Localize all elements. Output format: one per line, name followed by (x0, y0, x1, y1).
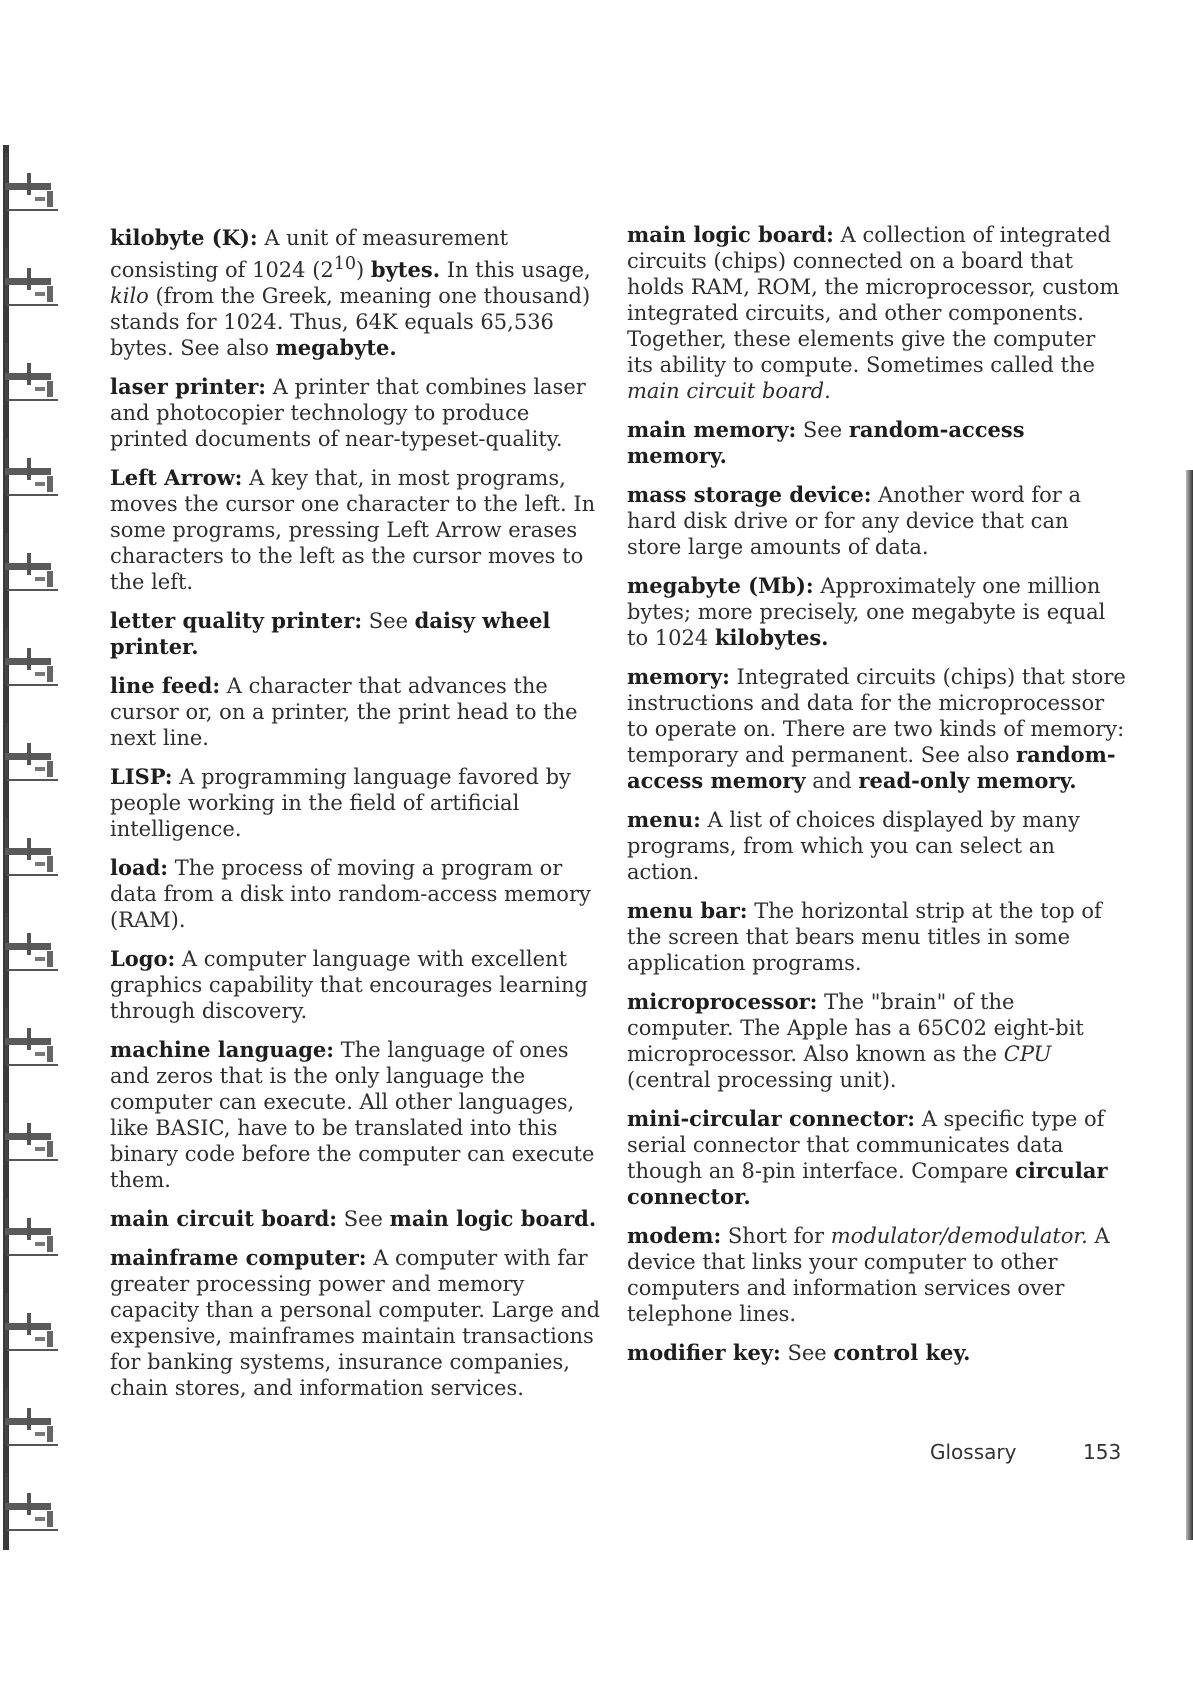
entry-text: A unit of measurement consisting of 1024 (2 (110, 226, 509, 282)
entry-term: menu: (627, 807, 701, 832)
entry-italic: CPU (1003, 1042, 1052, 1066)
entry-text: A device that links your computer to other computers and information services over telephone lines. (627, 1224, 1110, 1326)
entry-cross-reference: control key. (833, 1340, 971, 1365)
entry-cross-reference: random-access memory. (627, 417, 1025, 468)
entry-megabyte (627, 573, 1127, 651)
entry-main-logic-board (627, 222, 1127, 404)
entry-term: mini-circular connector: (627, 1106, 916, 1131)
glossary-column-left (110, 225, 610, 1414)
page-edge-shadow (1186, 470, 1193, 1540)
entry-text: See (780, 1341, 834, 1365)
entry-modem (627, 1223, 1127, 1327)
entry-term: megabyte (Mb): (627, 573, 814, 598)
entry-text: The horizontal strip at the top of the screen that bears menu titles in some application programs. (627, 899, 1102, 975)
entry-text: and (805, 769, 859, 793)
entry-text: A list of choices displayed by many programs, from which you can select an action. (627, 808, 1080, 884)
entry-text: A specific type of serial connector that communicates data though an 8-pin interface. Compare (627, 1107, 1105, 1183)
entry-mass-storage-device (627, 482, 1127, 560)
entry-mainframe-computer (110, 1245, 610, 1401)
entry-cross-reference: megabyte. (275, 335, 397, 360)
entry-term: mainframe computer: (110, 1245, 367, 1270)
entry-term: main logic board: (627, 222, 834, 247)
binding-coil (5, 620, 57, 690)
entry-term: machine language: (110, 1037, 335, 1062)
entry-text: ) (356, 258, 371, 282)
entry-term: laser printer: (110, 374, 267, 399)
entry-main-circuit-board (110, 1206, 610, 1232)
entry-term: Logo: (110, 946, 176, 971)
binding-coil (5, 1190, 57, 1260)
entry-line-feed (110, 673, 610, 751)
entry-text: (from the Greek, meaning one thousand) stands for 1024. Thus, 64K equals 65,536 bytes. See also (110, 284, 591, 360)
entry-text: A collection of integrated circuits (chips) connected on a board that holds RAM, ROM, the microprocessor, custom integrated circuits, and other components. Together, these elements give the computer its ability to compute. Sometimes called the (627, 223, 1120, 377)
entry-italic: kilo (110, 284, 149, 308)
entry-mini-circular-connector (627, 1106, 1127, 1210)
binding-coil (5, 430, 57, 500)
entry-superscript: 10 (333, 254, 357, 274)
entry-text: (central processing unit). (627, 1068, 897, 1092)
entry-italic: main circuit board. (627, 379, 831, 403)
entry-kilobyte (110, 225, 610, 361)
binding-coil (5, 335, 57, 405)
entry-text: The language of ones and zeros that is the only language the computer can execute. All other languages, like BASIC, have to be translated into this binary code before the computer can execute them. (110, 1038, 595, 1192)
entry-cross-reference: daisy wheel printer. (110, 608, 551, 659)
entry-term: letter quality printer: (110, 608, 363, 633)
binding-coil (5, 715, 57, 785)
entry-menu (627, 807, 1127, 885)
entry-main-memory (627, 417, 1127, 469)
glossary-column-right (627, 222, 1127, 1379)
binding-coil (5, 905, 57, 975)
binding-coil (5, 1465, 57, 1535)
entry-menu-bar (627, 898, 1127, 976)
entry-microprocessor (627, 989, 1127, 1093)
binding-coil (5, 1380, 57, 1450)
footer-section-label: Glossary (930, 1440, 1017, 1464)
entry-text: See (337, 1207, 390, 1231)
entry-text: A printer that combines laser and photocopier technology to produce printed documents of near-typeset-quality. (110, 375, 586, 451)
entry-text: Short for (721, 1224, 831, 1248)
entry-text: The "brain" of the computer. The Apple has a 65C02 eight-bit microprocessor. Also known as the (627, 990, 1084, 1066)
binding-coil (5, 1285, 57, 1355)
entry-cross-reference: random-access memory (627, 742, 1116, 793)
binding-coil (5, 810, 57, 880)
binding-coil (5, 240, 57, 310)
entry-cross-reference: kilobytes. (714, 625, 829, 650)
entry-term: kilobyte (K): (110, 225, 258, 250)
entry-term: LISP: (110, 764, 173, 789)
entry-term: mass storage device: (627, 482, 872, 507)
entry-term: modem: (627, 1223, 722, 1248)
entry-term: modifier key: (627, 1340, 781, 1365)
entry-laser-printer (110, 374, 610, 452)
entry-load (110, 855, 610, 933)
entry-lisp (110, 764, 610, 842)
entry-cross-reference: main logic board. (389, 1206, 597, 1231)
spiral-binding (0, 145, 62, 1550)
entry-modifier-key (627, 1340, 1127, 1366)
entry-cross-reference: read-only memory. (858, 768, 1077, 793)
entry-cross-reference: circular connector. (627, 1158, 1108, 1209)
entry-text: A computer with far greater processing power and memory capacity than a personal computer. Large and expensive, mainframes maintain transactions for banking systems, insurance companies, chain stores, and information services. (110, 1246, 601, 1400)
entry-text: See (362, 609, 415, 633)
entry-italic: modulator/demodulator. (830, 1224, 1088, 1248)
binding-coil (5, 1095, 57, 1165)
entry-text: See (796, 418, 849, 442)
entry-text: Approximately one million bytes; more precisely, one megabyte is equal to 1024 (627, 574, 1106, 650)
entry-text: In this usage, (440, 258, 591, 282)
entry-term: line feed: (110, 673, 221, 698)
entry-text: A key that, in most programs, moves the cursor one character to the left. In some programs, pressing Left Arrow erases characters to the left as the cursor moves to the left. (110, 466, 596, 594)
entry-logo (110, 946, 610, 1024)
entry-text: Integrated circuits (chips) that store instructions and data for the microprocessor to operate on. There are two kinds of memory: temporary and permanent. See also (627, 665, 1126, 767)
entry-text: A character that advances the cursor or, on a printer, the print head to the next line. (110, 674, 578, 750)
entry-term: microprocessor: (627, 989, 818, 1014)
binding-coil (5, 525, 57, 595)
entry-cross-reference: bytes. (370, 257, 441, 282)
entry-text: Another word for a hard disk drive or for any device that can store large amounts of data. (627, 483, 1082, 559)
entry-term: Left Arrow: (110, 465, 243, 490)
entry-text: The process of moving a program or data from a disk into random-access memory (RAM). (110, 856, 591, 932)
entry-left-arrow (110, 465, 610, 595)
entry-term: menu bar: (627, 898, 748, 923)
entry-term: load: (110, 855, 169, 880)
entry-term: main memory: (627, 417, 797, 442)
entry-memory (627, 664, 1127, 794)
entry-text: A computer language with excellent graphics capability that encourages learning through discovery. (110, 947, 588, 1023)
entry-machine-language (110, 1037, 610, 1193)
entry-letter-quality-printer (110, 608, 610, 660)
entry-term: memory: (627, 664, 730, 689)
entry-term: main circuit board: (110, 1206, 338, 1231)
entry-text: A programming language favored by people working in the field of artificial intelligence. (110, 765, 571, 841)
binding-coil (5, 145, 57, 215)
binding-coil (5, 1000, 57, 1070)
page-number: 153 (1083, 1440, 1122, 1464)
